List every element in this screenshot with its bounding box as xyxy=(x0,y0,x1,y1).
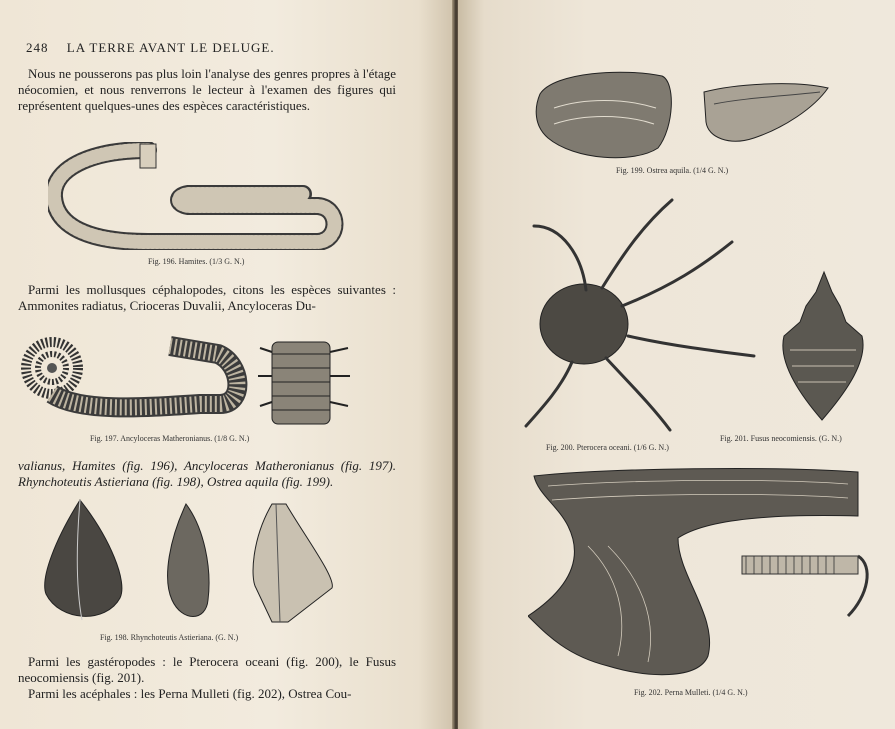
fig198-caption: Fig. 198. Rhynchoteutis Astieriana. (G. N.) xyxy=(100,633,239,642)
acephales-text: Parmi les acéphales : les Perna Mulleti (fig. 202), Ostrea Cou- xyxy=(28,686,352,701)
fig202-caption: Fig. 202. Perna Mulleti. (1/4 G. N.) xyxy=(634,688,748,697)
rhynchoteutis-illustration xyxy=(36,498,336,628)
acephales-paragraph xyxy=(18,686,396,702)
pterocera-oceani-illustration xyxy=(522,196,762,434)
ostrea-aquila-illustration xyxy=(534,68,834,166)
hamites-illustration xyxy=(48,142,344,250)
fig196-caption: Fig. 196. Hamites. (1/3 G. N.) xyxy=(148,257,245,266)
gastropods-text: Parmi les gastéropodes : le Pterocera oceani (fig. 200), le Fusus neocomiensis (fig. 201). xyxy=(18,654,396,685)
fig201-caption: Fig. 201. Fusus neocomiensis. (G. N.) xyxy=(720,434,842,443)
fusus-neocomiensis-illustration xyxy=(776,270,870,422)
gastropods-paragraph xyxy=(18,654,396,686)
right-page xyxy=(458,0,895,729)
running-head-title: LA TERRE AVANT LE DELUGE. xyxy=(66,40,275,55)
species-paragraph xyxy=(18,458,396,490)
page-number: 248 xyxy=(26,40,49,55)
cephalopods-text: Parmi les mollusques céphalopodes, citons les espèces suivantes : Ammonites radiatus, Crioceras Duvalii, Ancyloceras Du- xyxy=(18,282,396,313)
intro-paragraph xyxy=(18,66,396,114)
perna-mulleti-illustration xyxy=(528,466,878,684)
intro-text: Nous ne pousserons pas plus loin l'analyse des genres propres à l'étage néocomien, et nous renverrons le lecteur à l'examen des figures qui représentent quelques-unes des espèces caractéristiques. xyxy=(18,66,396,113)
fig197-caption: Fig. 197. Ancyloceras Matheronianus. (1/8 G. N.) xyxy=(90,434,250,443)
running-header xyxy=(26,40,416,56)
fig200-caption: Fig. 200. Pterocera oceani. (1/6 G. N.) xyxy=(546,443,669,452)
species-text: valianus, Hamites (fig. 196), Ancyloceras Matheronianus (fig. 197). Rhynchoteutis Astieriana (fig. 198), Ostrea aquila (fig. 199). xyxy=(18,458,396,489)
cephalopods-paragraph xyxy=(18,282,396,314)
ancyloceras-illustration xyxy=(20,334,360,430)
fig199-caption: Fig. 199. Ostrea aquila. (1/4 G. N.) xyxy=(616,166,729,175)
